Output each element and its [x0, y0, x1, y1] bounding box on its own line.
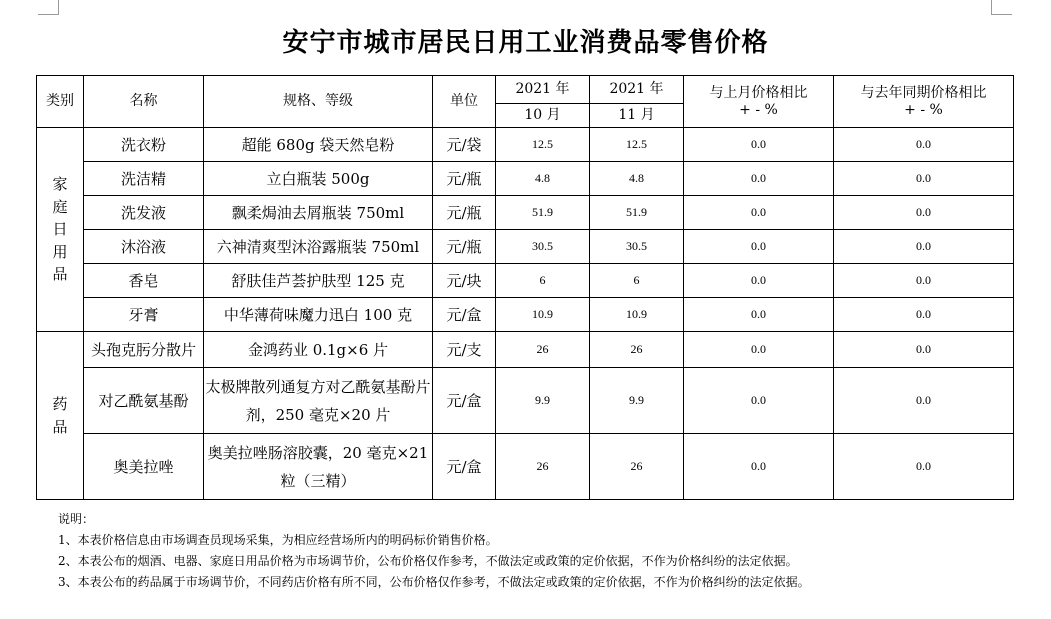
mom-change: 0.0 — [684, 298, 834, 332]
price-nov: 30.5 — [590, 230, 684, 264]
price-nov: 9.9 — [590, 368, 684, 434]
item-unit: 元/瓶 — [433, 196, 496, 230]
price-oct: 9.9 — [496, 368, 590, 434]
mom-change: 0.0 — [684, 332, 834, 368]
price-oct: 12.5 — [496, 128, 590, 162]
price-oct: 10.9 — [496, 298, 590, 332]
category-household — [37, 128, 84, 332]
table-row — [37, 434, 1014, 500]
header-row-1 — [37, 76, 1014, 104]
mom-change: 0.0 — [684, 264, 834, 298]
document-title: 安宁市城市居民日用工业消费品零售价格 — [282, 28, 769, 58]
item-name: 洗发液 — [84, 196, 204, 230]
table-row — [37, 368, 1014, 434]
item-spec: 立白瓶装 500g — [204, 162, 433, 196]
price-nov: 51.9 — [590, 196, 684, 230]
header-month-oct: 10 月 — [496, 104, 590, 128]
price-nov: 26 — [590, 434, 684, 500]
note-item-2: 2、本表公布的烟酒、电器、家庭日用品价格为市场调节价，公布价格仅作参考，不做法定或政策的定价依据，不作为价格纠纷的法定依据。 — [58, 554, 798, 568]
price-table — [36, 75, 1014, 500]
yoy-change: 0.0 — [834, 230, 1014, 264]
header-unit: 单位 — [433, 76, 496, 128]
item-spec: 舒肤佳芦荟护肤型 125 克 — [204, 264, 433, 298]
yoy-change: 0.0 — [834, 434, 1014, 500]
price-nov: 10.9 — [590, 298, 684, 332]
yoy-change: 0.0 — [834, 332, 1014, 368]
mom-change: 0.0 — [684, 368, 834, 434]
item-name: 奥美拉唑 — [84, 434, 204, 500]
header-mom-change — [684, 76, 834, 128]
table-row — [37, 264, 1014, 298]
item-unit: 元/盒 — [433, 298, 496, 332]
item-unit: 元/块 — [433, 264, 496, 298]
item-name: 头孢克肟分散片 — [84, 332, 204, 368]
price-oct: 6 — [496, 264, 590, 298]
price-nov: 6 — [590, 264, 684, 298]
price-nov: 26 — [590, 332, 684, 368]
mom-change: 0.0 — [684, 230, 834, 264]
item-name: 洗衣粉 — [84, 128, 204, 162]
price-nov: 4.8 — [590, 162, 684, 196]
header-yoy-line2: + - % — [904, 101, 943, 118]
yoy-change: 0.0 — [834, 162, 1014, 196]
header-name: 名称 — [84, 76, 204, 128]
mom-change: 0.0 — [684, 162, 834, 196]
item-name: 对乙酰氨基酚 — [84, 368, 204, 434]
notes-section — [58, 509, 810, 593]
item-spec: 飘柔焗油去屑瓶装 750ml — [204, 196, 433, 230]
mom-change: 0.0 — [684, 434, 834, 500]
item-name: 洗洁精 — [84, 162, 204, 196]
item-name: 牙膏 — [84, 298, 204, 332]
table-row — [37, 230, 1014, 264]
mom-change: 0.0 — [684, 128, 834, 162]
category-label: 家庭日用品 — [52, 175, 68, 284]
header-mom-line1: 与上月价格相比 — [709, 84, 808, 101]
yoy-change: 0.0 — [834, 196, 1014, 230]
price-oct: 26 — [496, 332, 590, 368]
page-corner-mark-left — [38, 0, 59, 15]
item-name: 沐浴液 — [84, 230, 204, 264]
item-name: 香皂 — [84, 264, 204, 298]
item-unit: 元/支 — [433, 332, 496, 368]
header-mom-line2: + - % — [739, 101, 778, 118]
header-spec: 规格、等级 — [204, 76, 433, 128]
table-row — [37, 162, 1014, 196]
header-year-nov: 2021 年 — [590, 76, 684, 104]
yoy-change: 0.0 — [834, 298, 1014, 332]
table-row — [37, 332, 1014, 368]
header-yoy-change — [834, 76, 1014, 128]
table-row — [37, 128, 1014, 162]
table-row — [37, 298, 1014, 332]
item-unit: 元/袋 — [433, 128, 496, 162]
item-unit: 元/盒 — [433, 434, 496, 500]
item-unit: 元/盒 — [433, 368, 496, 434]
header-yoy-line1: 与去年同期价格相比 — [860, 84, 987, 101]
price-nov: 12.5 — [590, 128, 684, 162]
header-month-nov: 11 月 — [590, 104, 684, 128]
item-unit: 元/瓶 — [433, 162, 496, 196]
yoy-change: 0.0 — [834, 128, 1014, 162]
table-row — [37, 196, 1014, 230]
yoy-change: 0.0 — [834, 368, 1014, 434]
item-spec: 奥美拉唑肠溶胶囊，20 毫克×21 粒（三精） — [204, 434, 433, 500]
item-spec: 太极牌散列通复方对乙酰氨基酚片剂，250 毫克×20 片 — [204, 368, 433, 434]
yoy-change: 0.0 — [834, 264, 1014, 298]
header-year-oct: 2021 年 — [496, 76, 590, 104]
note-item-1: 1、本表价格信息由市场调查员现场采集，为相应经营场所内的明码标价销售价格。 — [58, 533, 498, 547]
price-oct: 26 — [496, 434, 590, 500]
header-category: 类别 — [37, 76, 84, 128]
item-unit: 元/瓶 — [433, 230, 496, 264]
item-spec: 超能 680g 袋天然皂粉 — [204, 128, 433, 162]
note-item-3: 3、本表公布的药品属于市场调节价，不同药店价格有所不同，公布价格仅作参考，不做法定或政策的定价依据，不作为价格纠纷的法定依据。 — [58, 575, 810, 589]
category-medicine — [37, 332, 84, 500]
item-spec: 中华薄荷味魔力迅白 100 克 — [204, 298, 433, 332]
price-oct: 30.5 — [496, 230, 590, 264]
category-label: 药品 — [52, 395, 68, 436]
page-corner-mark-right — [991, 0, 1012, 15]
price-oct: 4.8 — [496, 162, 590, 196]
price-oct: 51.9 — [496, 196, 590, 230]
item-spec: 六神清爽型沐浴露瓶装 750ml — [204, 230, 433, 264]
notes-heading: 说明： — [58, 512, 95, 526]
item-spec: 金鸿药业 0.1g×6 片 — [204, 332, 433, 368]
mom-change: 0.0 — [684, 196, 834, 230]
